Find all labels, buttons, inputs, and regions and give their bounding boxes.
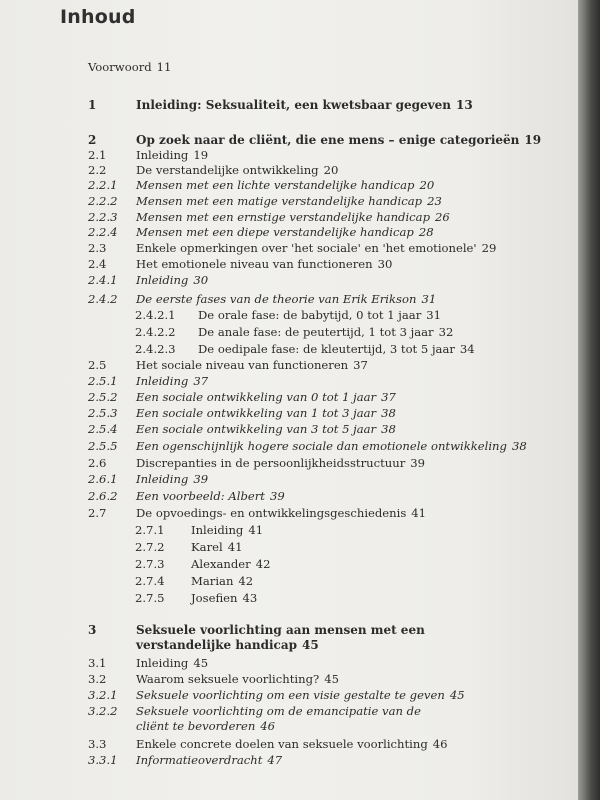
toc-page: 39: [193, 472, 209, 486]
toc-title: Mensen met een matige verstandelijke handicap: [136, 194, 423, 208]
toc-number: 2.2.3: [88, 210, 118, 224]
toc-title: Een sociale ontwikkeling van 3 tot 5 jaar: [136, 422, 377, 436]
toc-title: Informatieoverdracht: [136, 753, 263, 767]
toc-title: Het emotionele niveau van functioneren: [136, 257, 373, 271]
toc-number: 2.5.2: [88, 390, 118, 404]
toc-number: 2.5.5: [88, 439, 118, 453]
toc-number: 2.7.4: [135, 574, 165, 588]
toc-page: 46: [432, 737, 448, 751]
toc-title: Seksuele voorlichting aan mensen met een verstandelijke handicap: [136, 623, 425, 653]
toc-page: 37: [193, 374, 209, 388]
toc-page: 41: [227, 540, 243, 554]
toc-title: Op zoek naar de cliënt, die ene mens – enige categorieën: [136, 133, 520, 147]
toc-number: 2.6.1: [88, 472, 118, 486]
toc-title: De opvoedings- en ontwikkelingsgeschiedenis: [136, 506, 407, 520]
toc-number: 2.7: [88, 506, 107, 520]
toc-page: 26: [435, 210, 450, 224]
toc-page: 28: [418, 225, 434, 239]
toc-title: Inleiding: Seksualiteit, een kwetsbaar gegeven: [136, 98, 451, 112]
toc-title: De oedipale fase: de kleutertijd, 3 tot 5 jaar: [198, 342, 455, 356]
toc-number: 3.3.1: [88, 753, 118, 767]
toc-number: 3.2: [88, 672, 107, 686]
toc-page: 47: [267, 753, 283, 767]
toc-title: Een ogenschijnlijk hogere sociale dan emotionele ontwikkeling: [136, 439, 507, 453]
toc-title: De anale fase: de peutertijd, 1 tot 3 jaar: [198, 325, 434, 339]
toc-page: 20: [419, 178, 435, 192]
toc-title: Inleiding: [136, 374, 189, 388]
toc-title: Mensen met een diepe verstandelijke handicap: [136, 225, 414, 239]
toc-number: 3.2.1: [88, 688, 118, 702]
toc-page: 29: [481, 241, 497, 255]
toc-number: 2.2.2: [88, 194, 118, 208]
toc-number: 2.6: [88, 456, 107, 470]
toc-number: 2.7.1: [135, 523, 165, 537]
toc-title: Discrepanties in de persoonlijkheidsstructuur: [136, 456, 406, 470]
toc-page: 31: [426, 308, 441, 322]
toc-page: 11: [156, 60, 172, 74]
toc-title: Alexander: [191, 557, 251, 571]
toc-number: 2.2.4: [88, 225, 118, 239]
toc-number: 2.4.2.2: [135, 325, 176, 339]
toc-number: 2.4.2: [88, 292, 118, 306]
toc-page: 20: [323, 163, 339, 177]
toc-page: 41: [248, 523, 264, 537]
toc-page: 41: [411, 506, 427, 520]
toc-number: 2.1: [88, 148, 107, 162]
toc-page: 37: [353, 358, 368, 372]
toc-title: Voorwoord: [88, 60, 152, 74]
toc-number: 2.4: [88, 257, 107, 271]
toc-title: Inleiding: [136, 472, 189, 486]
toc-page: 38: [511, 439, 527, 453]
toc-title: Seksuele voorlichting om een visie gestalte te geven: [136, 688, 445, 702]
toc-number: 2.2: [88, 163, 107, 177]
toc-page: 46: [260, 719, 276, 734]
toc-number: 2.7.2: [135, 540, 165, 554]
toc-page: 30: [377, 257, 393, 271]
page-title: Inhoud: [60, 6, 136, 28]
toc-page: 38: [381, 406, 396, 420]
toc-number: 2.6.2: [88, 489, 118, 503]
toc-page: 19: [193, 148, 209, 162]
toc-page: 39: [410, 456, 425, 470]
toc-page: 23: [427, 194, 442, 208]
toc-page: 45: [302, 638, 319, 653]
toc-title: Karel: [191, 540, 223, 554]
toc-page: 34: [459, 342, 475, 356]
toc-page: 39: [269, 489, 285, 503]
toc-number: 3.2.2: [88, 704, 118, 718]
toc-page: 13: [455, 98, 473, 112]
toc-title: Josefien: [191, 591, 238, 605]
toc-title: Een sociale ontwikkeling van 1 tot 3 jaar: [136, 406, 377, 420]
toc-page: 38: [381, 422, 396, 436]
toc-title: Seksuele voorlichting om de emancipatie van de cliënt te bevorderen: [136, 704, 421, 734]
toc-title: Enkele opmerkingen over 'het sociale' en 'het emotionele': [136, 241, 477, 255]
toc-title: De eerste fases van de theorie van Erik Erikson: [136, 292, 417, 306]
toc-number: 2.5.3: [88, 406, 118, 420]
toc-entry-3-2-2: [88, 704, 568, 736]
toc-number: 2: [88, 133, 97, 147]
toc-title: Inleiding: [136, 148, 189, 162]
toc-page: 42: [238, 574, 254, 588]
toc-title: De verstandelijke ontwikkeling: [136, 163, 319, 177]
toc-page: 30: [193, 273, 209, 287]
toc-title: Marian: [191, 574, 234, 588]
toc-number: 2.5.4: [88, 422, 118, 436]
toc-page: 31: [421, 292, 437, 306]
toc-number: 2.4.2.1: [135, 308, 176, 322]
toc-title: Mensen met een lichte verstandelijke handicap: [136, 178, 415, 192]
toc-number: 2.7.5: [135, 591, 165, 605]
toc-entry-3: [88, 623, 568, 657]
toc-page: 32: [438, 325, 454, 339]
toc-title: Inleiding: [136, 656, 189, 670]
toc-number: 2.3: [88, 241, 107, 255]
toc-number: 3.1: [88, 656, 107, 670]
toc-title: Het sociale niveau van functioneren: [136, 358, 349, 372]
toc-page: 42: [255, 557, 271, 571]
toc-number: 2.4.2.3: [135, 342, 176, 356]
toc-page: 45: [193, 656, 209, 670]
toc-title: Mensen met een ernstige verstandelijke handicap: [136, 210, 430, 224]
toc-title: Enkele concrete doelen van seksuele voorlichting: [136, 737, 428, 751]
toc-number: 2.4.1: [88, 273, 118, 287]
book-edge: [578, 0, 600, 800]
toc-page: 37: [381, 390, 396, 404]
toc-page: 19: [524, 133, 542, 147]
toc-title: Een sociale ontwikkeling van 0 tot 1 jaar: [136, 390, 377, 404]
toc-number: 2.2.1: [88, 178, 118, 192]
toc-number: 3: [88, 623, 97, 637]
toc-page: 43: [242, 591, 258, 605]
toc-title: Inleiding: [191, 523, 244, 537]
toc-title: Inleiding: [136, 273, 189, 287]
toc-title: De orale fase: de babytijd, 0 tot 1 jaar: [198, 308, 422, 322]
toc-number: 2.5.1: [88, 374, 118, 388]
toc-number: 1: [88, 98, 97, 112]
toc-number: 2.7.3: [135, 557, 165, 571]
toc-title: Waarom seksuele voorlichting?: [136, 672, 320, 686]
toc-number: 3.3: [88, 737, 107, 751]
toc-number: 2.5: [88, 358, 107, 372]
toc-page: 45: [324, 672, 339, 686]
toc-page: 45: [449, 688, 465, 702]
toc-title: Een voorbeeld: Albert: [136, 489, 265, 503]
